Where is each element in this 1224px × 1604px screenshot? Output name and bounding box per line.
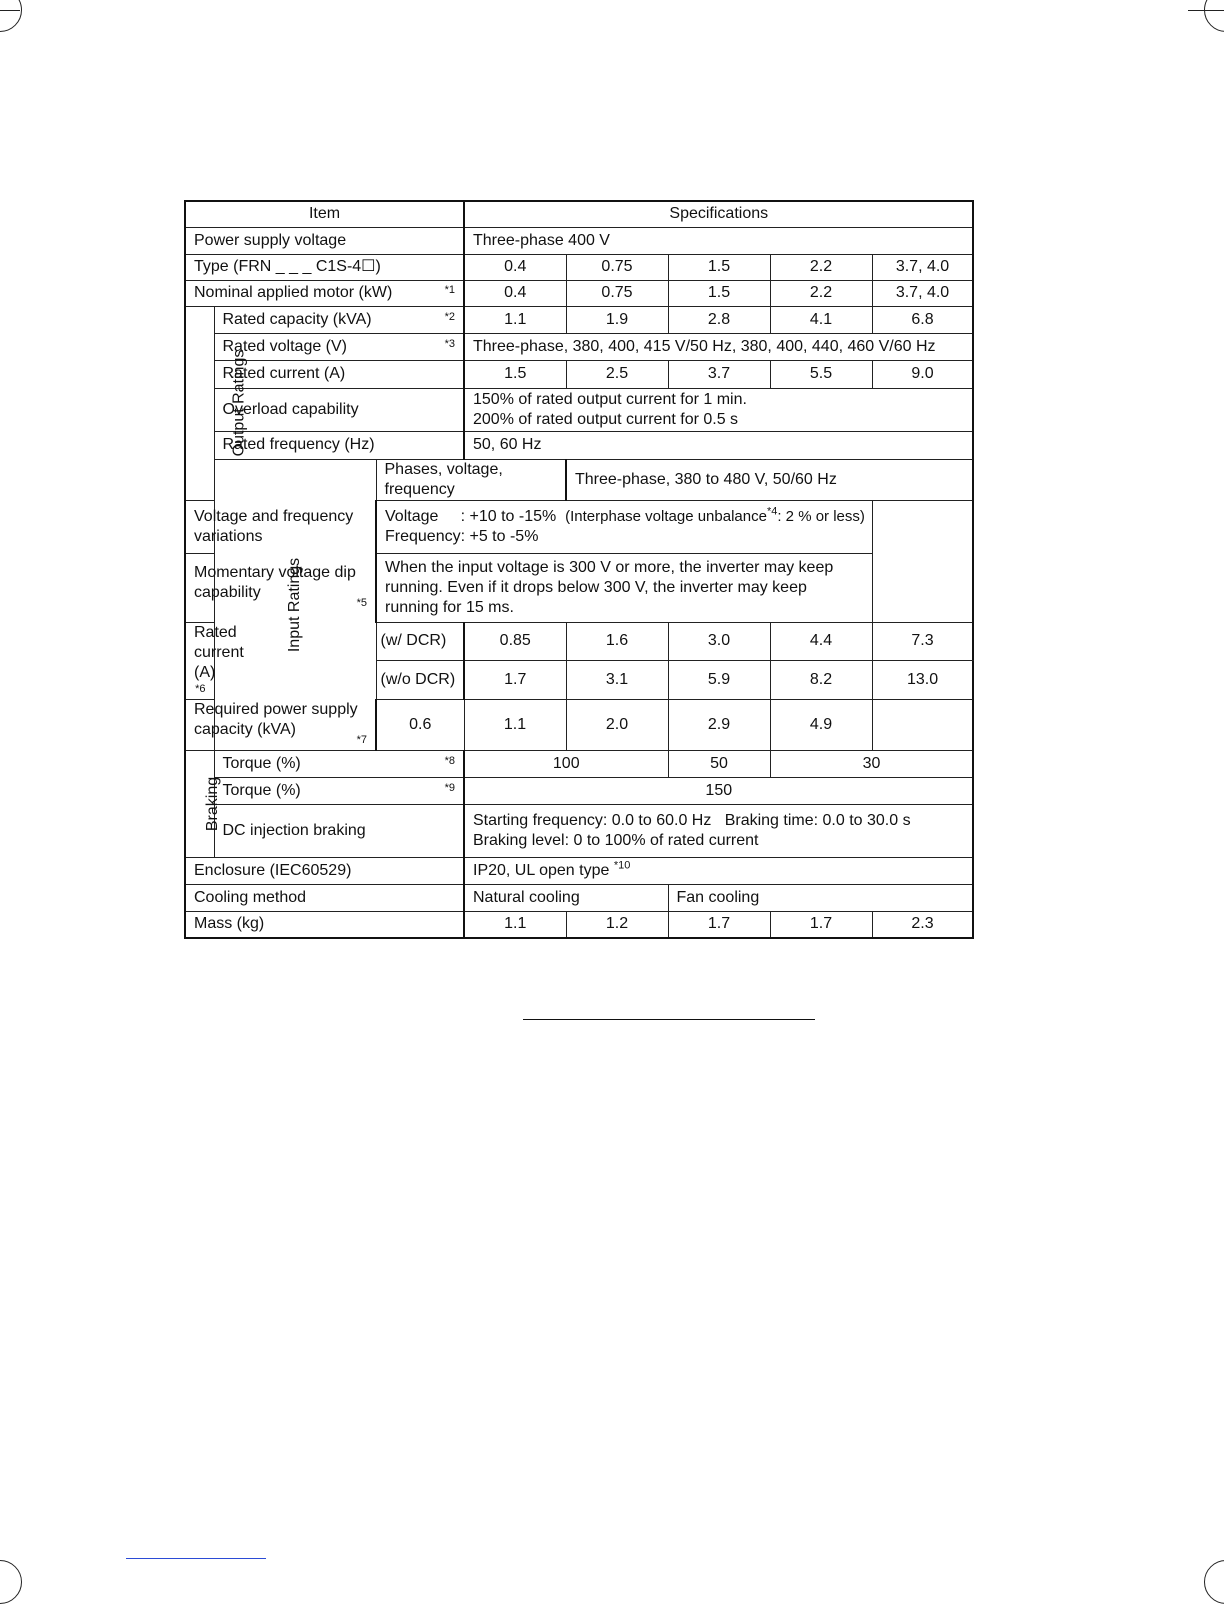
rated-voltage-label: Rated voltage (V) [222, 337, 348, 355]
torque-8-value: 50 [668, 750, 770, 777]
required-capacity-value: 1.1 [464, 699, 566, 750]
torque-8-value: 30 [770, 750, 973, 777]
rated-capacity-value: 1.1 [464, 306, 566, 333]
crop-circle-top-left [0, 0, 22, 32]
cooling-fan: Fan cooling [668, 884, 973, 911]
footer-link-line [126, 1558, 266, 1559]
dip-line: running. Even if it drops below 300 V, the inverter may keep [385, 578, 807, 596]
torque-8-value: 100 [464, 750, 668, 777]
footnote-ref: *2 [444, 310, 455, 323]
phases-label: Phases, voltage, frequency [376, 459, 566, 500]
row-type [185, 254, 973, 280]
rated-current-out-value: 3.7 [668, 360, 770, 388]
footnote-ref: *4 [766, 505, 778, 518]
rated-voltage-cell [214, 333, 464, 360]
w-dcr-label: (w/ DCR) [376, 622, 464, 661]
w-dcr-value: 7.3 [872, 622, 973, 661]
row-rated-frequency [185, 431, 973, 459]
header-row [185, 201, 973, 227]
variations-frequency: Frequency: +5 to -5% [385, 527, 539, 545]
footnote-ref: *1 [444, 284, 455, 296]
nominal-motor-value: 0.75 [566, 280, 668, 306]
torque-9-cell [214, 777, 464, 804]
nominal-motor-cell [185, 280, 464, 306]
mass-value: 2.3 [872, 911, 973, 938]
type-value: 2.2 [770, 254, 872, 280]
rated-voltage-value: Three-phase, 380, 400, 415 V/50 Hz, 380, 400, 440, 460 V/60 Hz [464, 333, 973, 360]
dip-line: When the input voltage is 300 V or more, the inverter may keep [385, 558, 834, 576]
w-dcr-value: 3.0 [668, 622, 770, 661]
overload-line: 150% of rated output current for 1 min. [473, 390, 747, 408]
wo-dcr-value: 5.9 [668, 661, 770, 700]
footnote-ref: *3 [444, 337, 455, 350]
row-phases [185, 459, 973, 500]
wo-dcr-value: 1.7 [464, 661, 566, 700]
torque-9-label: Torque (%) [222, 781, 301, 799]
rated-capacity-value: 6.8 [872, 306, 973, 333]
mass-value: 1.7 [770, 911, 872, 938]
variations-label: Voltage and frequency [194, 507, 354, 525]
variations-cell [185, 500, 376, 553]
rated-capacity-label: Rated capacity (kVA) [222, 310, 372, 328]
footnote-ref: *10 [613, 859, 631, 872]
variations-label: variations [194, 527, 263, 545]
overload-line: 200% of rated output current for 0.5 s [473, 410, 739, 428]
rated-current-out-value: 5.5 [770, 360, 872, 388]
header-item: Item [185, 201, 464, 227]
required-capacity-label-line2 [194, 720, 367, 746]
row-required-capacity [185, 699, 973, 750]
crop-circle-top-right [1204, 0, 1224, 32]
row-torque-8 [185, 750, 973, 777]
footnote-ref: *7 [356, 733, 367, 746]
mass-value: 1.7 [668, 911, 770, 938]
rated-frequency-value: 50, 60 Hz [464, 431, 973, 459]
dc-braking-line: Braking level: 0 to 100% of rated current [473, 831, 759, 849]
wo-dcr-label: (w/o DCR) [376, 661, 464, 700]
overload-value [464, 388, 973, 431]
variations-unbalance: (Interphase voltage unbalance [565, 507, 767, 525]
group-label-braking [185, 750, 222, 857]
mass-label: Mass (kg) [185, 911, 464, 938]
footnote-ref: *9 [444, 781, 455, 794]
footnote-ref: *8 [444, 754, 455, 767]
rated-capacity-cell [214, 306, 464, 333]
dip-label: capability [194, 583, 261, 601]
variations-value [376, 500, 872, 553]
rated-current-in-cell [185, 622, 244, 699]
phases-value: Three-phase, 380 to 480 V, 50/60 Hz [566, 459, 973, 500]
torque-8-label: Torque (%) [222, 754, 301, 772]
cooling-label: Cooling method [185, 884, 464, 911]
row-cooling [185, 884, 973, 911]
cooling-natural: Natural cooling [464, 884, 668, 911]
footnote-ref: *5 [356, 596, 367, 609]
type-value: 0.4 [464, 254, 566, 280]
rated-current-out-value: 2.5 [566, 360, 668, 388]
wo-dcr-value: 8.2 [770, 661, 872, 700]
group-label-output [185, 306, 248, 500]
row-dc-braking [185, 804, 973, 857]
row-variations [185, 500, 973, 553]
row-nominal-motor [185, 280, 973, 306]
type-value: 0.75 [566, 254, 668, 280]
dip-line: running for 15 ms. [385, 598, 514, 616]
braking-label: Braking [204, 776, 222, 831]
enclosure-value-cell [464, 857, 973, 884]
power-supply-value: Three-phase 400 V [464, 227, 973, 254]
output-ratings-label: Output Ratings [230, 349, 248, 457]
crop-circle-bottom-right [1204, 1560, 1224, 1604]
w-dcr-value: 0.85 [464, 622, 566, 661]
input-ratings-label: Input Ratings [285, 557, 303, 652]
variations-unbalance-end: : 2 % or less) [777, 507, 865, 525]
torque-8-cell [214, 750, 464, 777]
crop-circle-bottom-left [0, 1560, 22, 1604]
mass-value: 1.1 [464, 911, 566, 938]
required-capacity-label: capacity (kVA) [194, 720, 296, 738]
w-dcr-value: 1.6 [566, 622, 668, 661]
type-value: 1.5 [668, 254, 770, 280]
required-capacity-value: 0.6 [376, 699, 464, 750]
row-power-supply [185, 227, 973, 254]
specifications-table [184, 200, 974, 939]
nominal-motor-label: Nominal applied motor (kW) [194, 284, 393, 301]
rated-current-out-label: Rated current (A) [214, 360, 464, 388]
required-capacity-value: 2.0 [566, 699, 668, 750]
enclosure-value: IP20, UL open type [473, 861, 610, 879]
overload-label: Overload capability [214, 388, 464, 431]
divider-line [523, 1019, 815, 1020]
rated-current-in-label: Rated current (A) [194, 623, 244, 681]
dip-label: Momentary voltage dip [194, 563, 356, 581]
rated-capacity-value: 4.1 [770, 306, 872, 333]
rated-frequency-label: Rated frequency (Hz) [214, 431, 464, 459]
nominal-motor-value: 3.7, 4.0 [872, 280, 973, 306]
rated-current-out-value: 1.5 [464, 360, 566, 388]
header-specifications: Specifications [464, 201, 973, 227]
required-capacity-value: 4.9 [770, 699, 872, 750]
type-value: 3.7, 4.0 [872, 254, 973, 280]
variations-voltage-line [385, 507, 864, 527]
required-capacity-cell [185, 699, 376, 750]
required-capacity-value: 2.9 [668, 699, 770, 750]
dip-value [376, 553, 872, 622]
required-capacity-label: Required power supply [194, 700, 358, 718]
rated-capacity-value: 2.8 [668, 306, 770, 333]
variations-voltage: Voltage : +10 to -15% [385, 507, 557, 525]
nominal-motor-value: 0.4 [464, 280, 566, 306]
rated-capacity-value: 1.9 [566, 306, 668, 333]
enclosure-label: Enclosure (IEC60529) [185, 857, 464, 884]
torque-9-value: 150 [464, 777, 973, 804]
w-dcr-value: 4.4 [770, 622, 872, 661]
mass-value: 1.2 [566, 911, 668, 938]
row-rated-current-out [185, 360, 973, 388]
row-overload [185, 388, 973, 431]
wo-dcr-value: 13.0 [872, 661, 973, 700]
row-torque-9 [185, 777, 973, 804]
nominal-motor-value: 2.2 [770, 280, 872, 306]
row-mass [185, 911, 973, 938]
type-label: Type (FRN _ _ _ C1S-4☐) [185, 254, 464, 280]
power-supply-label: Power supply voltage [185, 227, 464, 254]
dc-braking-line: Starting frequency: 0.0 to 60.0 Hz Braking time: 0.0 to 30.0 s [473, 811, 911, 829]
nominal-motor-value: 1.5 [668, 280, 770, 306]
row-enclosure [185, 857, 973, 884]
row-rated-capacity [185, 306, 973, 333]
footnote-ref: *6 [195, 682, 206, 695]
wo-dcr-value: 3.1 [566, 661, 668, 700]
dc-braking-label: DC injection braking [214, 804, 464, 857]
dc-braking-value [464, 804, 973, 857]
row-rated-voltage [185, 333, 973, 360]
rated-current-out-value: 9.0 [872, 360, 973, 388]
